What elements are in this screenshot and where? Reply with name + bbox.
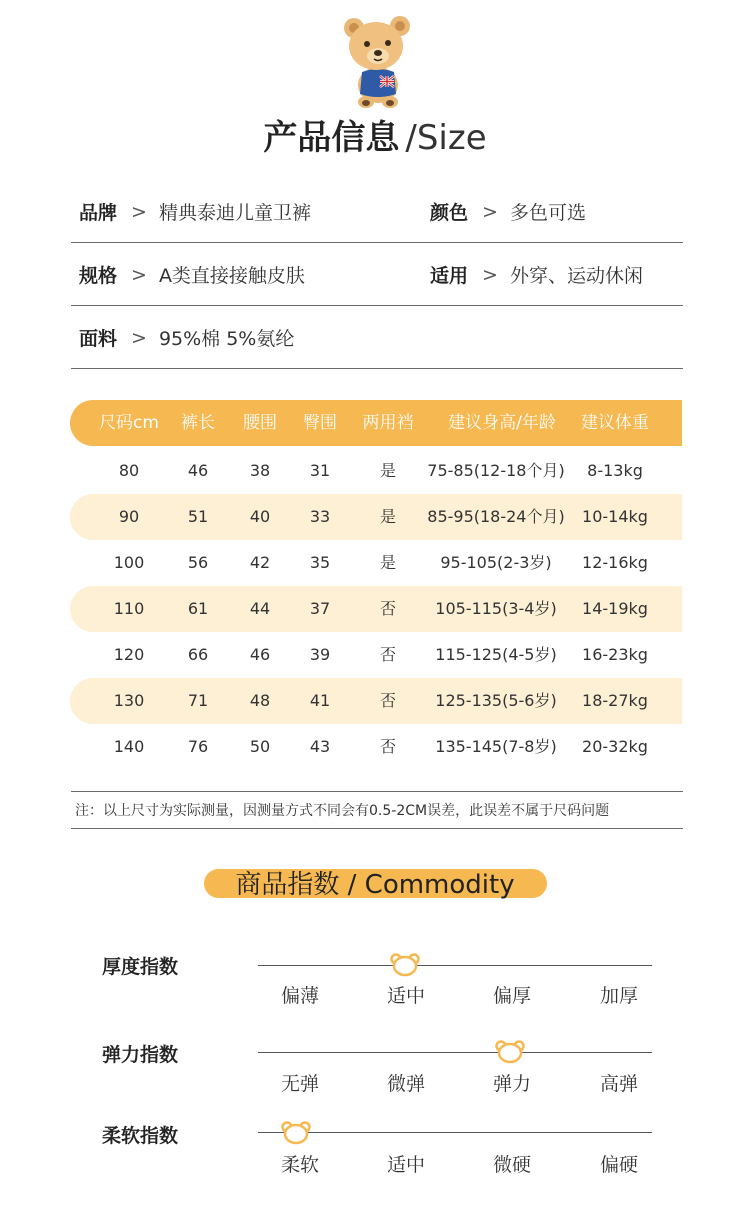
table-cell: 12-16kg (582, 553, 648, 572)
table-cell: 75-85(12-18个月) (427, 461, 565, 480)
table-cell: 否 (379, 599, 397, 618)
info-item-brand (79, 181, 311, 242)
table-cell: 48 (249, 691, 271, 710)
table-cell: 90 (118, 507, 140, 526)
table-cell: 41 (309, 691, 331, 710)
header-cell: 腰围 (243, 413, 277, 433)
table-cell: 43 (309, 737, 331, 756)
table-cell: 40 (249, 507, 271, 526)
table-cell: 38 (249, 461, 271, 480)
softness-option: 适中 (386, 1154, 425, 1176)
table-cell: 14-19kg (582, 599, 648, 618)
table-cell: 66 (187, 645, 209, 664)
table-cell: 16-23kg (582, 645, 648, 664)
table-cell: 44 (249, 599, 271, 618)
table-row (70, 540, 682, 586)
info-value: 精典泰迪儿童卫裤 (158, 202, 311, 224)
table-cell: 37 (309, 599, 331, 618)
softness-option: 微硬 (492, 1154, 531, 1176)
arrow-icon: > (482, 200, 498, 223)
info-item-usage (430, 244, 643, 305)
elasticity-option: 弹力 (492, 1073, 531, 1095)
info-item-fabric (79, 307, 294, 368)
table-cell: 120 (113, 645, 145, 664)
info-key: 品牌 (79, 202, 118, 224)
info-key: 适用 (430, 265, 469, 287)
table-cell: 61 (187, 599, 209, 618)
info-item-spec (79, 244, 305, 305)
bear-head-marker-icon (495, 1040, 525, 1064)
softness-option: 柔软 (280, 1154, 319, 1176)
info-key: 面料 (79, 328, 118, 350)
table-row (70, 448, 682, 494)
table-row (70, 632, 682, 678)
table-cell: 125-135(5-6岁) (435, 691, 557, 710)
info-row-3 (71, 307, 683, 369)
table-cell: 130 (113, 691, 145, 710)
table-cell: 是 (379, 507, 397, 526)
softness-index-label: 柔软指数 (102, 1125, 179, 1147)
table-cell: 50 (249, 737, 271, 756)
table-cell: 20-32kg (582, 737, 648, 756)
info-row-2 (71, 244, 683, 306)
thickness-index-label: 厚度指数 (102, 956, 179, 978)
softness-index-line (258, 1132, 652, 1133)
elasticity-option: 高弹 (599, 1073, 638, 1095)
table-row (70, 724, 682, 770)
table-cell: 51 (187, 507, 209, 526)
info-key: 规格 (79, 265, 118, 287)
arrow-icon: > (482, 263, 498, 286)
elasticity-index-line (258, 1052, 652, 1053)
info-value: 外穿、运动休闲 (509, 265, 643, 287)
header-cell: 建议体重 (581, 413, 649, 433)
thickness-index-line (258, 965, 652, 966)
table-cell: 46 (187, 461, 209, 480)
elasticity-option: 无弹 (280, 1073, 319, 1095)
elasticity-index-label: 弹力指数 (102, 1044, 179, 1066)
table-cell: 否 (379, 691, 397, 710)
thickness-option: 加厚 (599, 985, 638, 1007)
arrow-icon: > (131, 326, 147, 349)
arrow-icon: > (131, 263, 147, 286)
table-cell: 80 (118, 461, 140, 480)
table-cell: 42 (249, 553, 271, 572)
teddy-bear-logo-icon (338, 10, 418, 110)
page-title (0, 110, 750, 159)
table-cell: 71 (187, 691, 209, 710)
table-cell: 否 (379, 737, 397, 756)
table-cell: 是 (379, 461, 397, 480)
header-cell: 两用裆 (362, 413, 414, 433)
table-cell: 56 (187, 553, 209, 572)
table-cell: 46 (249, 645, 271, 664)
bear-head-marker-icon (281, 1121, 311, 1145)
title-zh: 产品信息 (263, 118, 400, 158)
table-row (70, 494, 682, 540)
table-cell: 33 (309, 507, 331, 526)
info-value: 多色可选 (509, 202, 586, 224)
header-cell: 裤长 (181, 413, 215, 433)
header-cell: 尺码cm (99, 413, 159, 433)
table-cell: 否 (379, 645, 397, 664)
table-cell: 135-145(7-8岁) (435, 737, 557, 756)
table-row (70, 586, 682, 632)
table-cell: 8-13kg (587, 461, 643, 480)
table-cell: 10-14kg (582, 507, 648, 526)
info-item-color (430, 181, 586, 242)
thickness-option: 偏薄 (280, 985, 319, 1007)
table-cell: 18-27kg (582, 691, 648, 710)
info-value: A类直接接触皮肤 (158, 265, 305, 287)
commodity-title: 商品指数 / Commodity (235, 870, 515, 900)
size-table-header (70, 400, 682, 446)
arrow-icon: > (131, 200, 147, 223)
info-value: 95%棉 5%氨纶 (158, 328, 295, 350)
table-cell: 是 (379, 553, 397, 572)
table-cell: 31 (309, 461, 331, 480)
header-cell: 臀围 (303, 413, 337, 433)
table-cell: 76 (187, 737, 209, 756)
title-en: /Size (405, 118, 487, 158)
table-cell: 105-115(3-4岁) (435, 599, 557, 618)
table-row (70, 678, 682, 724)
info-row-1 (71, 181, 683, 243)
table-cell: 85-95(18-24个月) (427, 507, 565, 526)
info-key: 颜色 (430, 202, 469, 224)
table-cell: 140 (113, 737, 145, 756)
thickness-option: 偏厚 (492, 985, 531, 1007)
elasticity-option: 微弹 (386, 1073, 425, 1095)
table-cell: 100 (113, 553, 145, 572)
measurement-note: 注：以上尺寸为实际测量，因测量方式不同会有0.5-2CM误差，此误差不属于尺码问题 (71, 791, 683, 829)
header-cell: 建议身高/年龄 (448, 413, 556, 433)
table-cell: 35 (309, 553, 331, 572)
table-cell: 95-105(2-3岁) (440, 553, 552, 572)
table-cell: 39 (309, 645, 331, 664)
bear-head-marker-icon (390, 953, 420, 977)
table-cell: 110 (113, 599, 145, 618)
thickness-option: 适中 (386, 985, 425, 1007)
softness-option: 偏硬 (599, 1154, 638, 1176)
table-cell: 115-125(4-5岁) (435, 645, 557, 664)
